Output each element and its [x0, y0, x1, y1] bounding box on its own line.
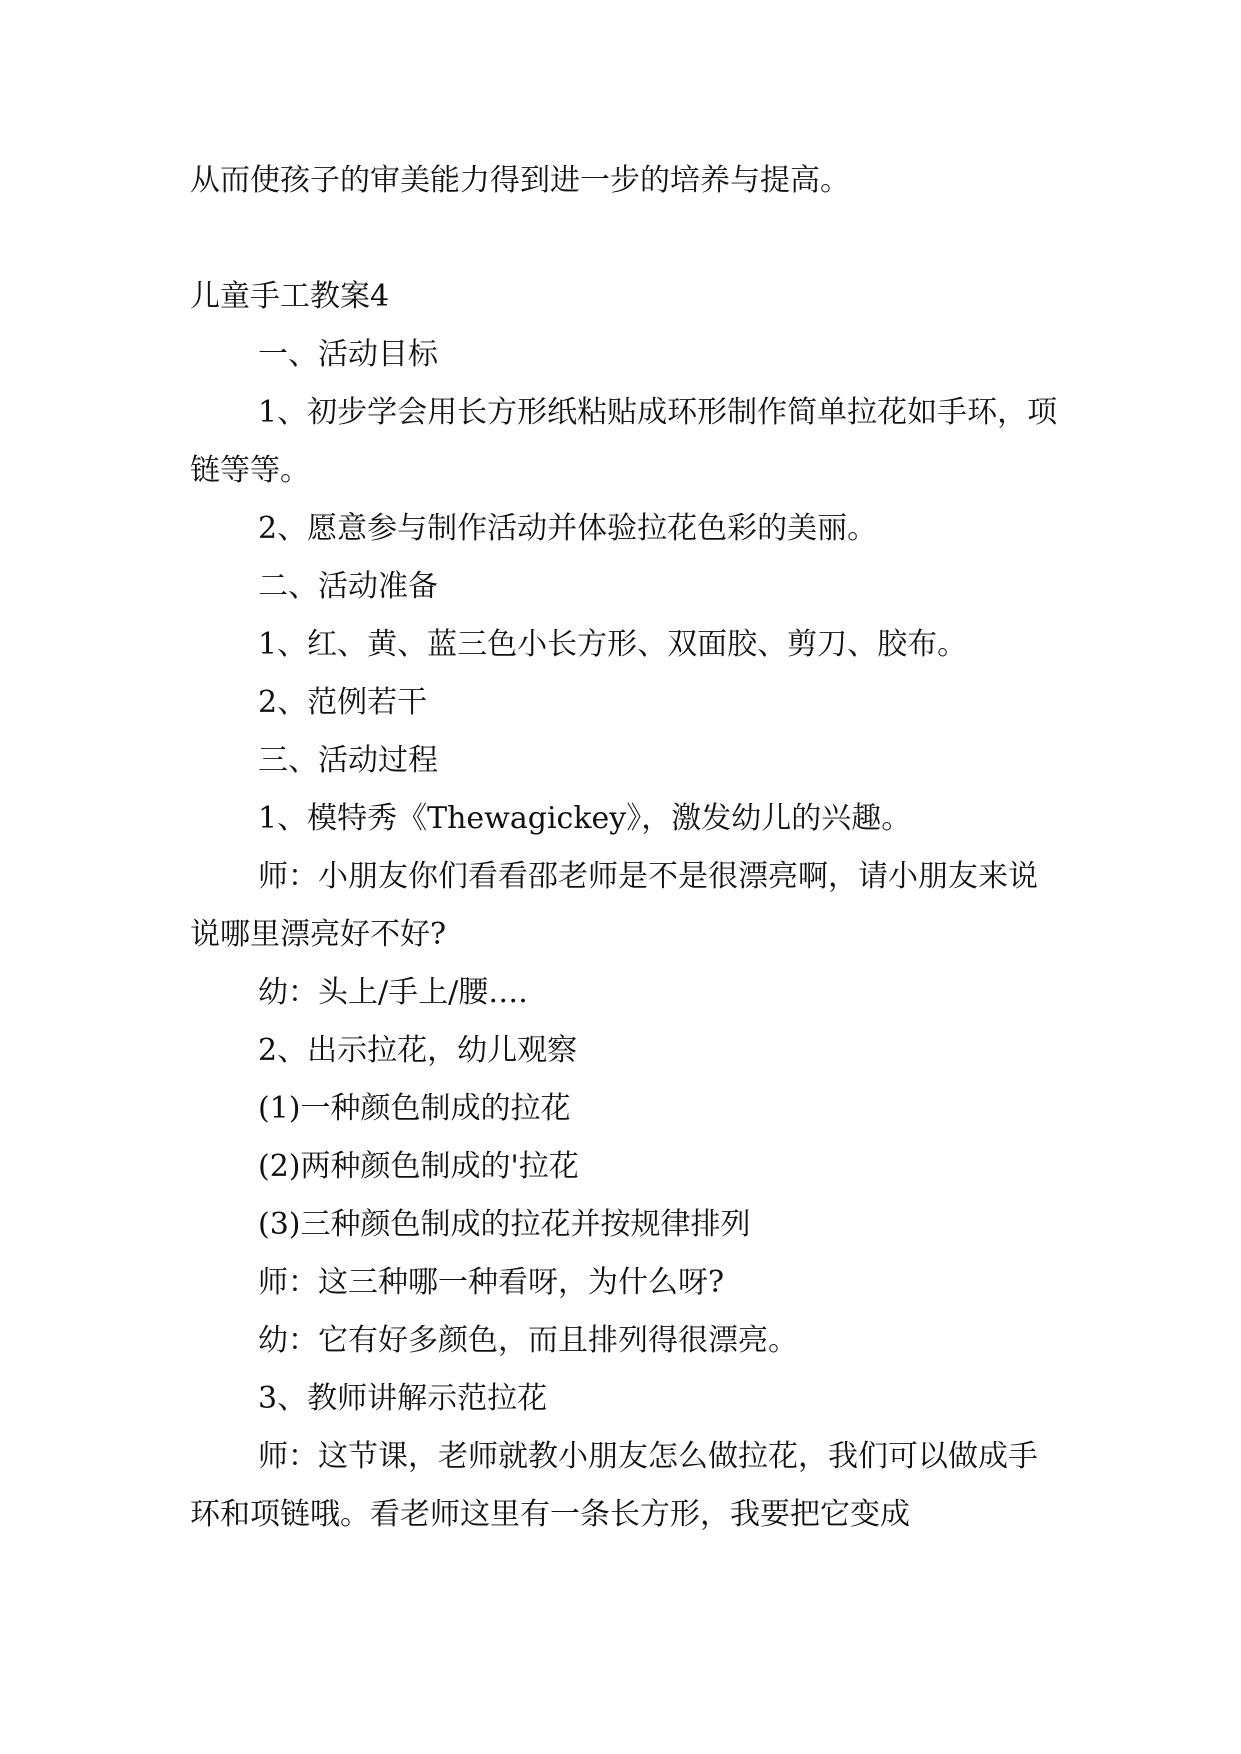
paragraph: 师：小朋友你们看看邵老师是不是很漂亮啊，请小朋友来说说哪里漂亮好不好?	[190, 859, 1038, 952]
paragraph: (1)一种颜色制成的拉花	[258, 1091, 571, 1126]
paragraph: 3、教师讲解示范拉花	[258, 1381, 548, 1416]
paragraph: 师：这节课，老师就教小朋友怎么做拉花，我们可以做成手环和项链哦。看老师这里有一条长方形，我要把它变成	[190, 1439, 1038, 1532]
paragraph: 从而使孩子的审美能力得到进一步的培养与提高。	[190, 163, 850, 198]
paragraph: 2、愿意参与制作活动并体验拉花色彩的美丽。	[258, 511, 878, 546]
section-title: 儿童手工教案4	[190, 279, 390, 314]
paragraph: 幼：它有好多颜色，而且排列得很漂亮。	[258, 1323, 798, 1358]
paragraph: 1、红、黄、蓝三色小长方形、双面胶、剪刀、胶布。	[258, 627, 968, 662]
paragraph: 2、范例若干	[258, 685, 428, 720]
paragraph: (3)三种颜色制成的拉花并按规律排列	[258, 1207, 751, 1242]
heading-activity-process: 三、活动过程	[258, 743, 438, 778]
paragraph: 幼：头上/手上/腰….	[258, 975, 528, 1010]
heading-activity-preparation: 二、活动准备	[258, 569, 438, 604]
paragraph: 1、模特秀《Thewagickey》，激发幼儿的兴趣。	[258, 801, 912, 836]
paragraph: 1、初步学会用长方形纸粘贴成环形制作简单拉花如手环，项链等等。	[190, 395, 1058, 488]
document-body	[190, 152, 1060, 1544]
paragraph: 师：这三种哪一种看呀，为什么呀?	[258, 1265, 725, 1300]
paragraph-spacer	[190, 210, 1060, 268]
paragraph: 2、出示拉花，幼儿观察	[258, 1033, 578, 1068]
heading-activity-goals: 一、活动目标	[258, 337, 438, 372]
paragraph: (2)两种颜色制成的'拉花	[258, 1149, 579, 1184]
